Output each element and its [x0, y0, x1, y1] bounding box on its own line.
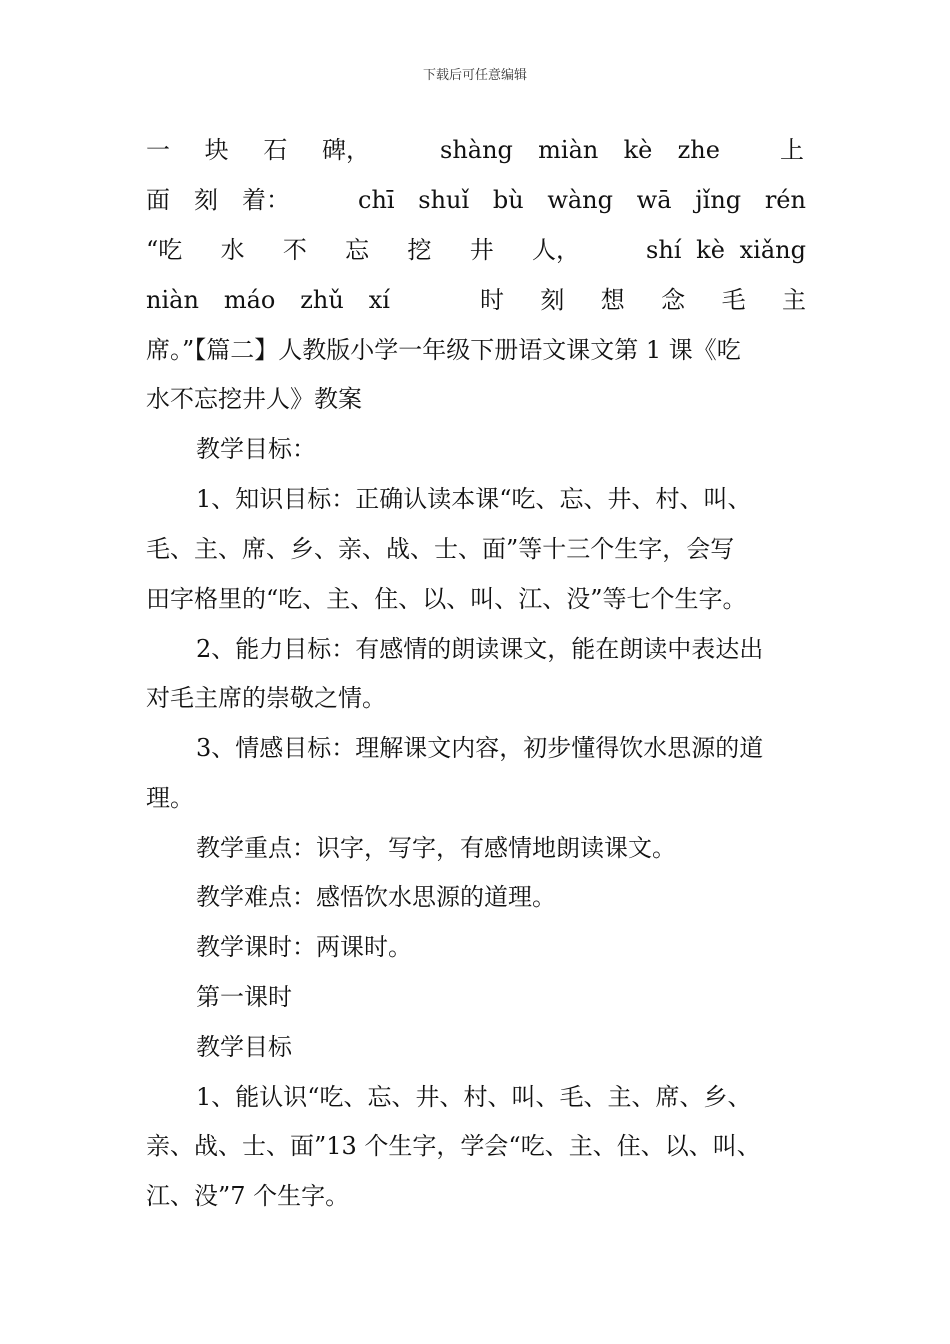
hanzi: 时 [480, 286, 504, 314]
hanzi: 想 [600, 286, 625, 314]
pinyin-row-1 [146, 132, 806, 168]
pinyin-row-3 [146, 232, 806, 268]
section-heading: 教学目标： [196, 435, 316, 463]
hanzi: 石 [263, 136, 288, 164]
hanzi: 主 [781, 286, 806, 314]
body-line: 江、没”7 个生字。 [146, 1182, 350, 1210]
pinyin: kè [696, 236, 725, 264]
pinyin: niàn [146, 286, 199, 314]
section-heading: 教学目标 [196, 1033, 292, 1061]
pinyin: shuǐ [418, 186, 470, 214]
pinyin-group [146, 282, 390, 318]
hanzi: 碑， [321, 136, 370, 164]
pinyin: bù [492, 186, 524, 214]
pinyin-group [358, 182, 806, 218]
body-line: 席。”【篇二】人教版小学一年级下册语文课文第 1 课《吃 [146, 336, 741, 364]
hanzi: 刻 [194, 186, 218, 214]
pinyin: miàn [538, 136, 599, 164]
page-header: 下载后可任意编辑 [422, 68, 527, 83]
body-line: 亲、战、士、面”13 个生字，学会“吃、主、住、以、叫、 [146, 1132, 761, 1160]
hanzi: 水 [220, 236, 245, 264]
body-line: 毛、主、席、乡、亲、战、士、面”等十三个生字，会写 [146, 535, 735, 563]
body-line: 教学重点：识字，写字，有感情地朗读课文。 [196, 834, 676, 862]
hanzi-group [146, 182, 290, 218]
hanzi: “吃 [146, 236, 183, 264]
hanzi: 念 [661, 286, 686, 314]
hanzi: 忘 [345, 236, 370, 264]
pinyin-row-4 [146, 282, 806, 318]
pinyin: shàng [440, 136, 513, 164]
pinyin: wàng [547, 186, 613, 214]
body-line: 3、情感目标：理解课文内容，初步懂得饮水思源的道 [196, 734, 764, 762]
body-line: 教学难点：感悟饮水思源的道理。 [196, 883, 556, 911]
pinyin: xiǎng [739, 236, 806, 264]
hanzi: 挖 [407, 236, 432, 264]
hanzi: 上 [780, 136, 804, 164]
hanzi: 不 [282, 236, 307, 264]
pinyin: wā [636, 186, 672, 214]
pinyin: zhe [677, 136, 720, 164]
pinyin-group [440, 132, 720, 168]
body-line: 田字格里的“吃、主、住、以、叫、江、没”等七个生字。 [146, 585, 747, 613]
pinyin: zhǔ [300, 286, 344, 314]
pinyin-group [646, 232, 806, 268]
hanzi-group [146, 132, 370, 168]
body-line: 水不忘挖井人》教案 [146, 385, 362, 413]
pinyin: chī [358, 186, 395, 214]
pinyin: xí [368, 286, 390, 314]
hanzi: 着： [242, 186, 290, 214]
body-line: 2、能力目标：有感情的朗读课文，能在朗读中表达出 [196, 635, 764, 663]
body-line: 教学课时：两课时。 [196, 933, 412, 961]
body-line: 1、知识目标：正确认读本课“吃、忘、井、村、叫、 [196, 485, 752, 513]
pinyin-row-2 [146, 182, 806, 218]
hanzi-group [146, 232, 580, 268]
hanzi-group [480, 282, 806, 318]
pinyin: máo [223, 286, 276, 314]
hanzi: 面 [146, 186, 170, 214]
pinyin: jǐng [695, 186, 742, 214]
hanzi: 一 [146, 136, 170, 164]
pinyin: kè [623, 136, 653, 164]
section-heading: 第一课时 [196, 983, 292, 1011]
body-line: 理。 [146, 784, 194, 812]
body-line: 1、能认识“吃、忘、井、村、叫、毛、主、席、乡、 [196, 1083, 752, 1111]
hanzi: 刻 [540, 286, 565, 314]
pinyin: rén [764, 186, 806, 214]
hanzi: 人， [531, 236, 580, 264]
hanzi: 毛 [721, 286, 746, 314]
hanzi: 井 [469, 236, 494, 264]
pinyin: shí [646, 236, 682, 264]
hanzi: 块 [204, 136, 229, 164]
body-line: 对毛主席的崇敬之情。 [146, 684, 386, 712]
